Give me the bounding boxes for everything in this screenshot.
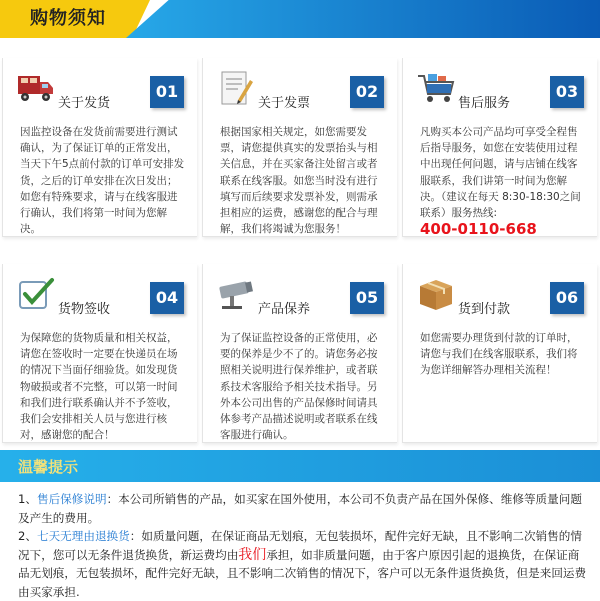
tip-text: 承担，如非质量问题，由于客户原因引起的退换货，在保证商品无划痕，无包装损坏，配件完好无缺，且不影响二次销售的情况下，客户可以无条件退货换货，但是来回运费由买家承担. (18, 547, 587, 599)
notice-card-maintenance (200, 244, 400, 450)
tip-highlight: 我们 (238, 546, 267, 563)
header-blue-band (126, 0, 600, 38)
card-description-text: 凡购买本公司产品均可享受全程售后指导服务，如您在安装使用过程中出现任何问题，请与店铺在线客服联系，我们讲第一时间为您解决。（建议在每天 8:30-18:30之间联系）服务热线: (420, 126, 581, 220)
notice-card-receipt (0, 244, 200, 450)
card-description: 根据国家相关规定，如您需要发票，请您提供真实的发票抬头与相关信息，并在买家备注处留言或者联系在线客服。如您当时没有进行填写而后续要求发票补发，则需承担相应的运费，感谢您的配合与理解，我们将竭诚为您服务！ (220, 126, 378, 236)
card-number-badge: 03 (550, 76, 584, 108)
security-camera-icon (216, 276, 256, 312)
tip-label: 七天无理由退换货 (36, 529, 130, 543)
tips-body (18, 490, 588, 601)
card-title: 关于发货 (58, 96, 111, 111)
card-number-badge: 05 (350, 282, 384, 314)
page-title: 购物须知 (30, 8, 106, 29)
tip-label: 售后保修说明 (36, 492, 107, 506)
tips-title: 温馨提示 (18, 458, 79, 476)
card-description: 为保障您的货物质量和相关权益，请您在签收时一定要在快递员在场的情况下当面仔细验货。如发现货物破损或者不完整，可以第一时间和我们进行联系确认并不予签收，我们会安排相关人员与您进行核对，感谢您的配合！ (20, 332, 178, 442)
card-number-badge: 02 (350, 76, 384, 108)
card-number-badge: 01 (150, 76, 184, 108)
tips-header-bar (0, 450, 600, 482)
shopping-cart-icon (416, 70, 456, 106)
tip-text: ：本公司所销售的产品，如买家在国外使用，本公司不负责产品在国外保修、维修等质量问题及产生的费用。 (18, 492, 582, 525)
card-title: 货到付款 (458, 302, 511, 317)
tip-index: 1、 (18, 492, 37, 506)
card-description: 如您需要办理货到付款的订单时，请您与我们在线客服联系，我们将为您详细解答办理相关流程！ (420, 332, 578, 377)
card-title: 售后服务 (458, 96, 511, 111)
tip-index: 2、 (18, 529, 37, 543)
notice-grid (0, 38, 600, 450)
package-box-icon (416, 276, 456, 312)
notice-card-invoice (200, 38, 400, 244)
page-header (0, 0, 600, 38)
checkbox-icon (16, 276, 56, 312)
notice-card-cod (400, 244, 600, 450)
card-title: 关于发票 (258, 96, 311, 111)
card-description: 为了保证监控设备的正常使用，必要的保养是少不了的。请您务必按照相关说明进行保养维护，或者联系技术客服给予相关技术指导。另外本公司出售的产品保修时间请具体参考产品描述说明或者联系在线客服进行确认。 (220, 332, 378, 442)
card-description: 因监控设备在发货前需要进行测试确认，为了保证订单的正常发出，当天下午5点前付款的订单可安排发货，之后的订单安排在次日发出；如您有特殊要求，请与在线客服进行确认，我们将第一时间为您解决。 (20, 126, 185, 236)
card-title: 货物签收 (58, 302, 111, 317)
card-title: 产品保养 (258, 302, 311, 317)
card-number-badge: 04 (150, 282, 184, 314)
notice-card-shipping (0, 38, 200, 244)
notice-card-after-sales (400, 38, 600, 244)
card-number-badge: 06 (550, 282, 584, 314)
tip-item-warranty (18, 490, 588, 527)
tip-item-returns (18, 527, 588, 601)
card-description (420, 124, 586, 239)
truck-icon (16, 70, 56, 106)
tip-text: ：如质量问题，在保证商品无划痕，无包装损坏，配件完好无缺，且不影响二次销售的情况下，您可以无条件退货换货，新运费均由 (18, 529, 582, 562)
service-hotline: 400-0110-668 (420, 220, 537, 239)
invoice-icon (216, 70, 256, 106)
